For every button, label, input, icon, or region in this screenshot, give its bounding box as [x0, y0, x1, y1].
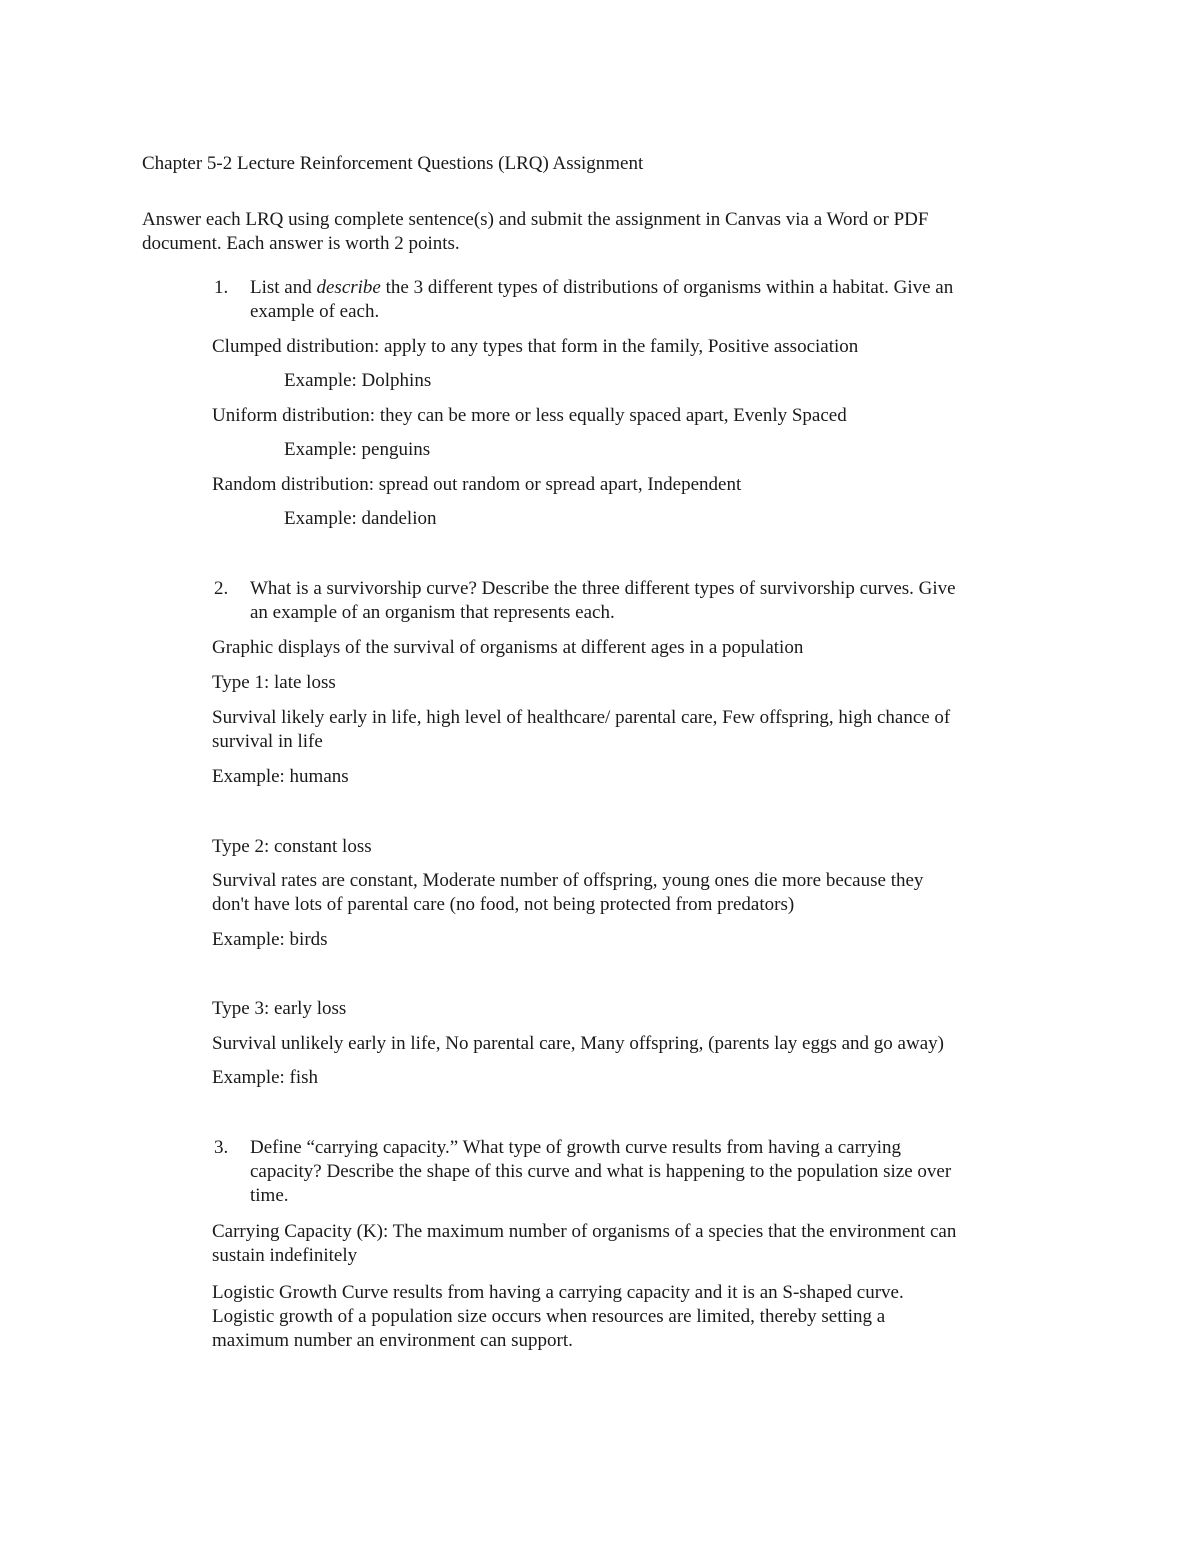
page-title: Chapter 5-2 Lecture Reinforcement Questions (LRQ) Assignment [142, 153, 644, 174]
answer-line: Clumped distribution: apply to any types that form in the family, Positive association [212, 336, 859, 357]
answer-line: Uniform distribution: they can be more or less equally spaced apart, Evenly Spaced [212, 405, 847, 426]
answer-line: Random distribution: spread out random or spread apart, Independent [212, 474, 742, 495]
question-3-text: time. [250, 1185, 289, 1206]
question-number: 1. [214, 277, 229, 298]
answer-line: Logistic growth of a population size occurs when resources are limited, thereby setting a [212, 1306, 886, 1327]
answer-example: Example: birds [212, 929, 328, 950]
answer-line: Logistic Growth Curve results from having a carrying capacity and it is an S-shaped curve. [212, 1282, 904, 1303]
answer-line: Graphic displays of the survival of organisms at different ages in a population [212, 637, 804, 658]
question-2-text: an example of an organism that represents each. [250, 602, 615, 623]
answer-line: don't have lots of parental care (no food, not being protected from predators) [212, 894, 795, 915]
answer-example: Example: humans [212, 766, 349, 787]
question-3-text: capacity? Describe the shape of this curve and what is happening to the population size over [250, 1161, 952, 1182]
answer-line: Survival unlikely early in life, No parental care, Many offspring, (parents lay eggs and go away) [212, 1033, 944, 1054]
question-1-text: example of each. [250, 301, 380, 322]
answer-line: sustain indefinitely [212, 1245, 358, 1266]
question-number: 2. [214, 578, 229, 599]
answer-line: maximum number an environment can support. [212, 1330, 573, 1351]
answer-example: Example: dandelion [284, 508, 437, 529]
instructions-line: document. Each answer is worth 2 points. [142, 233, 460, 254]
answer-example: Example: Dolphins [284, 370, 432, 391]
question-number: 3. [214, 1137, 229, 1158]
answer-line: Type 1: late loss [212, 672, 336, 693]
question-3-text: Define “carrying capacity.” What type of growth curve results from having a carrying [250, 1137, 902, 1158]
answer-line: Survival rates are constant, Moderate number of offspring, young ones die more because they [212, 870, 924, 891]
question-1-text: List and describe the 3 different types of distributions of organisms within a habitat. Give an [250, 277, 954, 298]
answer-example: Example: penguins [284, 439, 431, 460]
answer-line: survival in life [212, 731, 323, 752]
instructions-line: Answer each LRQ using complete sentence(s) and submit the assignment in Canvas via a Word or PDF [142, 209, 929, 230]
answer-line: Type 3: early loss [212, 998, 347, 1019]
answer-line: Survival likely early in life, high level of healthcare/ parental care, Few offspring, high chance of [212, 707, 951, 728]
answer-line: Type 2: constant loss [212, 836, 372, 857]
question-2-text: What is a survivorship curve? Describe the three different types of survivorship curves. Give [250, 578, 956, 599]
answer-line: Carrying Capacity (K): The maximum number of organisms of a species that the environment can [212, 1221, 957, 1242]
answer-example: Example: fish [212, 1067, 319, 1088]
emphasis-describe: describe [316, 277, 381, 298]
